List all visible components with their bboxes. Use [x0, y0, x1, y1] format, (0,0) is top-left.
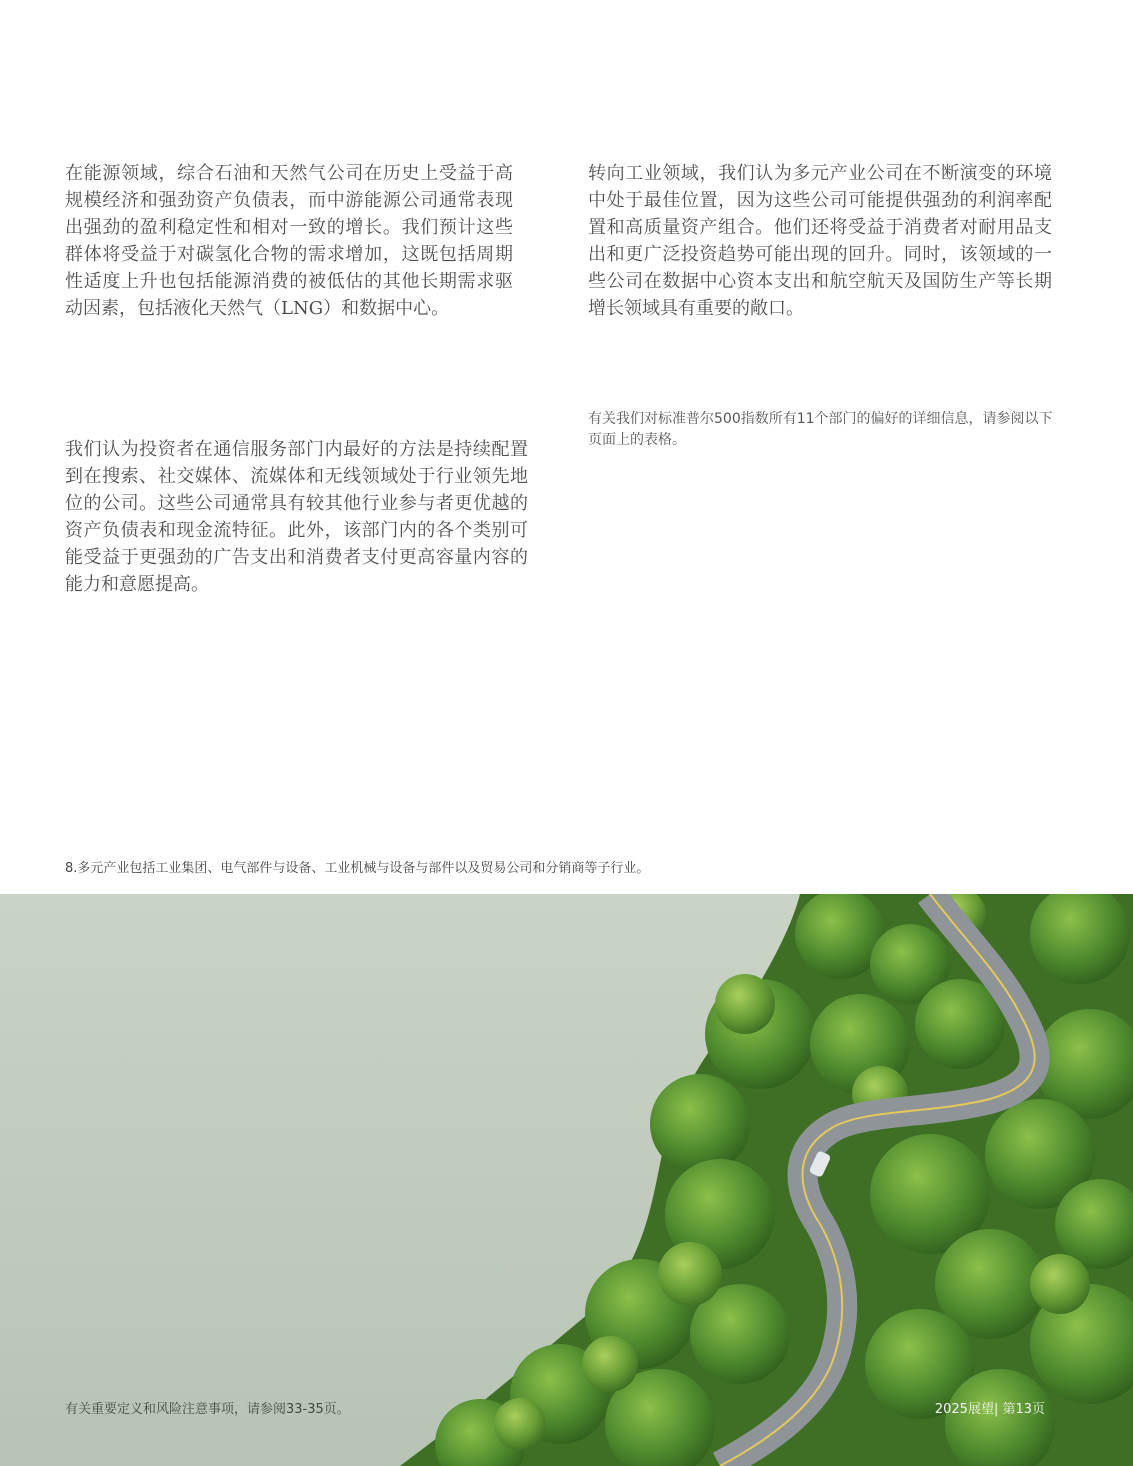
page-number-label: 2025展望| 第13页 [934, 1402, 1045, 1417]
energy-sector-paragraph: 在能源领域，综合石油和天然气公司在历史上受益于高规模经济和强劲资产负债表，而中游能源公司通常表现出强劲的盈利稳定性和相对一致的增长。我们预计这些群体将受益于对碳氢化合物的需求增加，这既包括周期性适度上升也包括能源消费的被低估的其他长期需求驱动因素，包括液化天然气（LNG）和数据中心。 [65, 163, 513, 319]
industrial-sector-paragraph: 转向工业领域，我们认为多元产业公司在不断演变的环境中处于最佳位置，因为这些公司可能提供强劲的利润率配置和高质量资产组合。他们还将受益于消费者对耐用品支出和更广泛投资趋势可能出现的回升。同时，该领域的一些公司在数据中心资本支出和航空航天及国防生产等长期增长领域具有重要的敞口。 [588, 163, 1052, 319]
risk-disclaimer: 有关重要定义和风险注意事项，请参阅33-35页。 [65, 1402, 350, 1417]
footnote-8: 8.多元产业包括工业集团、电气部件与设备、工业机械与设备与部件以及贸易公司和分销商等子行业。 [65, 861, 650, 876]
sp500-sector-note: 有关我们对标准普尔500指数所有11个部门的偏好的详细信息，请参阅以下页面上的表格。 [588, 411, 1053, 448]
aerial-forest-road-photo [0, 894, 1133, 1466]
forest-road-illustration [0, 894, 1133, 1466]
communication-services-paragraph: 我们认为投资者在通信服务部门内最好的方法是持续配置到在搜索、社交媒体、流媒体和无线领域处于行业领先地位的公司。这些公司通常具有较其他行业参与者更优越的资产负债表和现金流特征。此外，该部门内的各个类别可能受益于更强劲的广告支出和消费者支付更高容量内容的能力和意愿提高。 [65, 439, 528, 595]
